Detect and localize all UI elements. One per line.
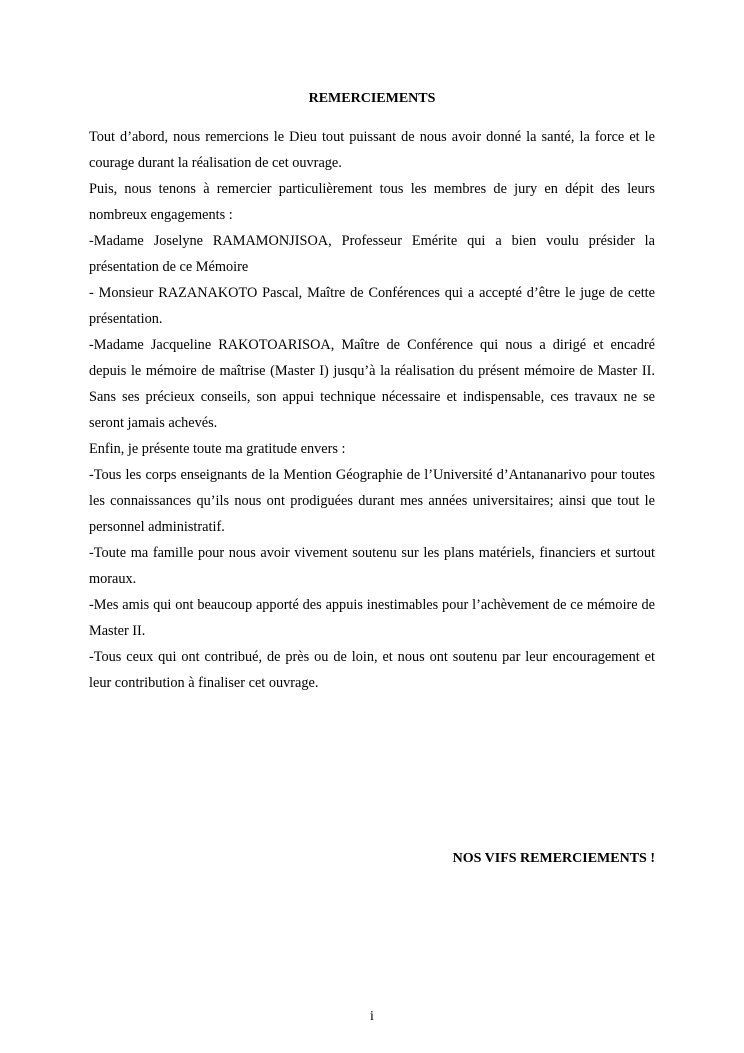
paragraph-president: -Madame Joselyne RAMAMONJISOA, Professeur Emérite qui a bien voulu présider la présentation de ce Mémoire [89,233,655,275]
paragraph-gratitude: Enfin, je présente toute ma gratitude envers : [89,441,346,457]
page-number: i [370,1009,374,1024]
paragraph-teachers: -Tous les corps enseignants de la Mention Géographie de l’Université d’Antananarivo pour toutes les connaissances qu’ils nous ont prodiguées durant mes années universitaires; ainsi que tout le personnel administratif. [89,467,655,535]
paragraph-family: -Toute ma famille pour nous avoir vivement soutenu sur les plans matériels, financiers et surtout moraux. [89,545,655,587]
acknowledgements-body [89,124,655,696]
paragraph-intro: Tout d’abord, nous remercions le Dieu tout puissant de nous avoir donné la santé, la force et le courage durant la réalisation de cet ouvrage. [89,129,655,171]
closing-line: NOS VIFS REMERCIEMENTS ! [452,851,655,866]
paragraph-jury: Puis, nous tenons à remercier particulièrement tous les membres de jury en dépit des leurs nombreux engagements : [89,181,655,223]
paragraph-friends: -Mes amis qui ont beaucoup apporté des appuis inestimables pour l’achèvement de ce mémoire de Master II. [89,597,655,639]
page-title: REMERCIEMENTS [308,91,436,106]
paragraph-supervisor: -Madame Jacqueline RAKOTOARISOA, Maître de Conférence qui nous a dirigé et encadré depuis le mémoire de maîtrise (Master I) jusqu’à la réalisation du présent mémoire de Master II. Sans ses précieux conseils, son appui technique nécessaire et indispensable, ces travaux ne se seront jamais achevés. [89,337,655,431]
paragraph-judge: - Monsieur RAZANAKOTO Pascal, Maître de Conférences qui a accepté d’être le juge de cette présentation. [89,285,655,327]
paragraph-contributors: -Tous ceux qui ont contribué, de près ou de loin, et nous ont soutenu par leur encouragement et leur contribution à finaliser cet ouvrage. [89,649,655,691]
